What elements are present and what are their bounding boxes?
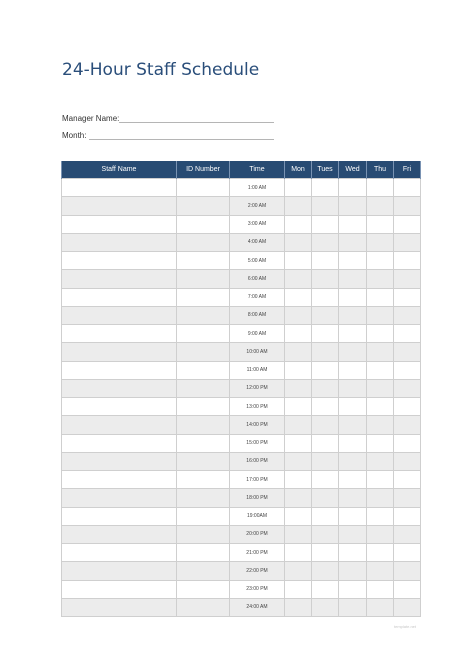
mon-cell[interactable] [285, 452, 312, 470]
mon-cell[interactable] [285, 343, 312, 361]
table-header-row [62, 161, 421, 179]
col-header-id-number: ID Number [177, 161, 230, 179]
fri-cell[interactable] [394, 325, 421, 343]
wed-cell[interactable] [339, 525, 367, 543]
time-cell: 24:00 AM [230, 598, 285, 616]
thu-cell[interactable] [367, 507, 394, 525]
thu-cell[interactable] [367, 489, 394, 507]
table-row [62, 452, 421, 470]
table-row [62, 598, 421, 616]
time-cell: 7:00 AM [230, 288, 285, 306]
staff-name-cell[interactable] [62, 270, 177, 288]
tues-cell[interactable] [312, 343, 339, 361]
table-row [62, 252, 421, 270]
wed-cell[interactable] [339, 179, 367, 197]
thu-cell[interactable] [367, 598, 394, 616]
time-cell: 2:00 AM [230, 197, 285, 215]
tues-cell[interactable] [312, 416, 339, 434]
staff-name-cell[interactable] [62, 306, 177, 324]
thu-cell[interactable] [367, 562, 394, 580]
fri-cell[interactable] [394, 361, 421, 379]
time-cell: 21:00 PM [230, 544, 285, 562]
fri-cell[interactable] [394, 288, 421, 306]
wed-cell[interactable] [339, 288, 367, 306]
mon-cell[interactable] [285, 525, 312, 543]
id-number-cell[interactable] [177, 325, 230, 343]
table-row [62, 325, 421, 343]
thu-cell[interactable] [367, 544, 394, 562]
mon-cell[interactable] [285, 361, 312, 379]
time-cell: 16:00 PM [230, 452, 285, 470]
id-number-cell[interactable] [177, 562, 230, 580]
mon-cell[interactable] [285, 507, 312, 525]
table-row [62, 233, 421, 251]
col-header-thu: Thu [367, 161, 394, 179]
table-row [62, 288, 421, 306]
thu-cell[interactable] [367, 270, 394, 288]
time-cell: 20:00 PM [230, 525, 285, 543]
month-label: Month: [62, 131, 87, 140]
table-row [62, 179, 421, 197]
fri-cell[interactable] [394, 306, 421, 324]
id-number-cell[interactable] [177, 252, 230, 270]
staff-name-cell[interactable] [62, 471, 177, 489]
fri-cell[interactable] [394, 416, 421, 434]
id-number-cell[interactable] [177, 379, 230, 397]
staff-name-cell[interactable] [62, 598, 177, 616]
thu-cell[interactable] [367, 434, 394, 452]
table-row [62, 416, 421, 434]
thu-cell[interactable] [367, 471, 394, 489]
staff-name-cell[interactable] [62, 507, 177, 525]
staff-name-cell[interactable] [62, 416, 177, 434]
mon-cell[interactable] [285, 325, 312, 343]
col-header-fri: Fri [394, 161, 421, 179]
staff-name-cell[interactable] [62, 343, 177, 361]
fri-cell[interactable] [394, 452, 421, 470]
thu-cell[interactable] [367, 288, 394, 306]
fri-cell[interactable] [394, 489, 421, 507]
wed-cell[interactable] [339, 306, 367, 324]
thu-cell[interactable] [367, 215, 394, 233]
id-number-cell[interactable] [177, 580, 230, 598]
wed-cell[interactable] [339, 215, 367, 233]
wed-cell[interactable] [339, 452, 367, 470]
table-row [62, 580, 421, 598]
wed-cell[interactable] [339, 343, 367, 361]
time-cell: 11:00 AM [230, 361, 285, 379]
staff-name-cell[interactable] [62, 452, 177, 470]
mon-cell[interactable] [285, 398, 312, 416]
id-number-cell[interactable] [177, 270, 230, 288]
col-header-tues: Tues [312, 161, 339, 179]
manager-name-label: Manager Name: [62, 114, 120, 123]
tues-cell[interactable] [312, 525, 339, 543]
mon-cell[interactable] [285, 197, 312, 215]
mon-cell[interactable] [285, 306, 312, 324]
tues-cell[interactable] [312, 361, 339, 379]
fri-cell[interactable] [394, 270, 421, 288]
thu-cell[interactable] [367, 343, 394, 361]
table-row [62, 525, 421, 543]
staff-name-cell[interactable] [62, 179, 177, 197]
tues-cell[interactable] [312, 562, 339, 580]
fri-cell[interactable] [394, 215, 421, 233]
table-row [62, 270, 421, 288]
id-number-cell[interactable] [177, 398, 230, 416]
col-header-mon: Mon [285, 161, 312, 179]
id-number-cell[interactable] [177, 598, 230, 616]
wed-cell[interactable] [339, 544, 367, 562]
time-cell: 15:00 PM [230, 434, 285, 452]
time-cell: 18:00 PM [230, 489, 285, 507]
wed-cell[interactable] [339, 325, 367, 343]
fri-cell[interactable] [394, 179, 421, 197]
table-row [62, 361, 421, 379]
id-number-cell[interactable] [177, 215, 230, 233]
schedule-table [61, 161, 421, 617]
thu-cell[interactable] [367, 416, 394, 434]
mon-cell[interactable] [285, 288, 312, 306]
time-cell: 9:00 AM [230, 325, 285, 343]
mon-cell[interactable] [285, 233, 312, 251]
tues-cell[interactable] [312, 325, 339, 343]
thu-cell[interactable] [367, 306, 394, 324]
wed-cell[interactable] [339, 580, 367, 598]
id-number-cell[interactable] [177, 544, 230, 562]
tues-cell[interactable] [312, 288, 339, 306]
wed-cell[interactable] [339, 471, 367, 489]
mon-cell[interactable] [285, 471, 312, 489]
staff-name-cell[interactable] [62, 580, 177, 598]
fri-cell[interactable] [394, 398, 421, 416]
wed-cell[interactable] [339, 489, 367, 507]
mon-cell[interactable] [285, 416, 312, 434]
wed-cell[interactable] [339, 197, 367, 215]
time-cell: 23:00 PM [230, 580, 285, 598]
mon-cell[interactable] [285, 562, 312, 580]
time-cell: 3:00 AM [230, 215, 285, 233]
mon-cell[interactable] [285, 252, 312, 270]
staff-name-cell[interactable] [62, 215, 177, 233]
manager-name-field[interactable] [119, 122, 274, 123]
table-row [62, 507, 421, 525]
id-number-cell[interactable] [177, 416, 230, 434]
time-cell: 4:00 AM [230, 233, 285, 251]
fri-cell[interactable] [394, 379, 421, 397]
tues-cell[interactable] [312, 379, 339, 397]
tues-cell[interactable] [312, 179, 339, 197]
id-number-cell[interactable] [177, 343, 230, 361]
time-cell: 19:00AM [230, 507, 285, 525]
staff-name-cell[interactable] [62, 325, 177, 343]
thu-cell[interactable] [367, 580, 394, 598]
tues-cell[interactable] [312, 471, 339, 489]
wed-cell[interactable] [339, 507, 367, 525]
tues-cell[interactable] [312, 398, 339, 416]
wed-cell[interactable] [339, 598, 367, 616]
thu-cell[interactable] [367, 197, 394, 215]
tues-cell[interactable] [312, 233, 339, 251]
tues-cell[interactable] [312, 434, 339, 452]
time-cell: 14:00 PM [230, 416, 285, 434]
thu-cell[interactable] [367, 361, 394, 379]
thu-cell[interactable] [367, 398, 394, 416]
fri-cell[interactable] [394, 562, 421, 580]
fri-cell[interactable] [394, 233, 421, 251]
fri-cell[interactable] [394, 544, 421, 562]
wed-cell[interactable] [339, 361, 367, 379]
id-number-cell[interactable] [177, 288, 230, 306]
id-number-cell[interactable] [177, 452, 230, 470]
wed-cell[interactable] [339, 434, 367, 452]
fri-cell[interactable] [394, 598, 421, 616]
table-row [62, 215, 421, 233]
staff-name-cell[interactable] [62, 233, 177, 251]
schedule-body [62, 179, 421, 617]
staff-name-cell[interactable] [62, 398, 177, 416]
mon-cell[interactable] [285, 434, 312, 452]
wed-cell[interactable] [339, 270, 367, 288]
time-cell: 17:00 PM [230, 471, 285, 489]
mon-cell[interactable] [285, 379, 312, 397]
id-number-cell[interactable] [177, 361, 230, 379]
tues-cell[interactable] [312, 507, 339, 525]
col-header-staff-name: Staff Name [62, 161, 177, 179]
col-header-wed: Wed [339, 161, 367, 179]
time-cell: 6:00 AM [230, 270, 285, 288]
mon-cell[interactable] [285, 580, 312, 598]
wed-cell[interactable] [339, 416, 367, 434]
tues-cell[interactable] [312, 452, 339, 470]
thu-cell[interactable] [367, 452, 394, 470]
staff-name-cell[interactable] [62, 489, 177, 507]
staff-name-cell[interactable] [62, 197, 177, 215]
id-number-cell[interactable] [177, 306, 230, 324]
time-cell: 12:00 PM [230, 379, 285, 397]
tues-cell[interactable] [312, 306, 339, 324]
page-title: 24-Hour Staff Schedule [62, 60, 260, 80]
staff-name-cell[interactable] [62, 544, 177, 562]
id-number-cell[interactable] [177, 233, 230, 251]
thu-cell[interactable] [367, 233, 394, 251]
table-row [62, 434, 421, 452]
id-number-cell[interactable] [177, 197, 230, 215]
mon-cell[interactable] [285, 544, 312, 562]
time-cell: 10:00 AM [230, 343, 285, 361]
time-cell: 1:00 AM [230, 179, 285, 197]
table-row [62, 489, 421, 507]
table-row [62, 343, 421, 361]
staff-name-cell[interactable] [62, 434, 177, 452]
fri-cell[interactable] [394, 580, 421, 598]
table-row [62, 379, 421, 397]
thu-cell[interactable] [367, 252, 394, 270]
thu-cell[interactable] [367, 179, 394, 197]
fri-cell[interactable] [394, 197, 421, 215]
wed-cell[interactable] [339, 233, 367, 251]
month-field[interactable] [89, 139, 274, 140]
tues-cell[interactable] [312, 270, 339, 288]
wed-cell[interactable] [339, 379, 367, 397]
fri-cell[interactable] [394, 471, 421, 489]
col-header-time: Time [230, 161, 285, 179]
tues-cell[interactable] [312, 252, 339, 270]
table-row [62, 398, 421, 416]
staff-name-cell[interactable] [62, 361, 177, 379]
table-row [62, 471, 421, 489]
table-row [62, 544, 421, 562]
wed-cell[interactable] [339, 562, 367, 580]
thu-cell[interactable] [367, 525, 394, 543]
staff-name-cell[interactable] [62, 379, 177, 397]
mon-cell[interactable] [285, 489, 312, 507]
watermark: template.net [393, 624, 416, 629]
fri-cell[interactable] [394, 434, 421, 452]
time-cell: 8:00 AM [230, 306, 285, 324]
mon-cell[interactable] [285, 179, 312, 197]
table-row [62, 197, 421, 215]
staff-name-cell[interactable] [62, 562, 177, 580]
mon-cell[interactable] [285, 215, 312, 233]
fri-cell[interactable] [394, 525, 421, 543]
id-number-cell[interactable] [177, 525, 230, 543]
time-cell: 13:00 PM [230, 398, 285, 416]
staff-name-cell[interactable] [62, 288, 177, 306]
wed-cell[interactable] [339, 398, 367, 416]
fri-cell[interactable] [394, 252, 421, 270]
tues-cell[interactable] [312, 598, 339, 616]
id-number-cell[interactable] [177, 434, 230, 452]
tues-cell[interactable] [312, 215, 339, 233]
staff-name-cell[interactable] [62, 252, 177, 270]
table-row [62, 306, 421, 324]
tues-cell[interactable] [312, 580, 339, 598]
id-number-cell[interactable] [177, 507, 230, 525]
id-number-cell[interactable] [177, 179, 230, 197]
table-row [62, 562, 421, 580]
wed-cell[interactable] [339, 252, 367, 270]
fri-cell[interactable] [394, 507, 421, 525]
tues-cell[interactable] [312, 544, 339, 562]
id-number-cell[interactable] [177, 471, 230, 489]
time-cell: 5:00 AM [230, 252, 285, 270]
id-number-cell[interactable] [177, 489, 230, 507]
mon-cell[interactable] [285, 270, 312, 288]
thu-cell[interactable] [367, 379, 394, 397]
staff-name-cell[interactable] [62, 525, 177, 543]
fri-cell[interactable] [394, 343, 421, 361]
tues-cell[interactable] [312, 489, 339, 507]
time-cell: 22:00 PM [230, 562, 285, 580]
tues-cell[interactable] [312, 197, 339, 215]
thu-cell[interactable] [367, 325, 394, 343]
mon-cell[interactable] [285, 598, 312, 616]
